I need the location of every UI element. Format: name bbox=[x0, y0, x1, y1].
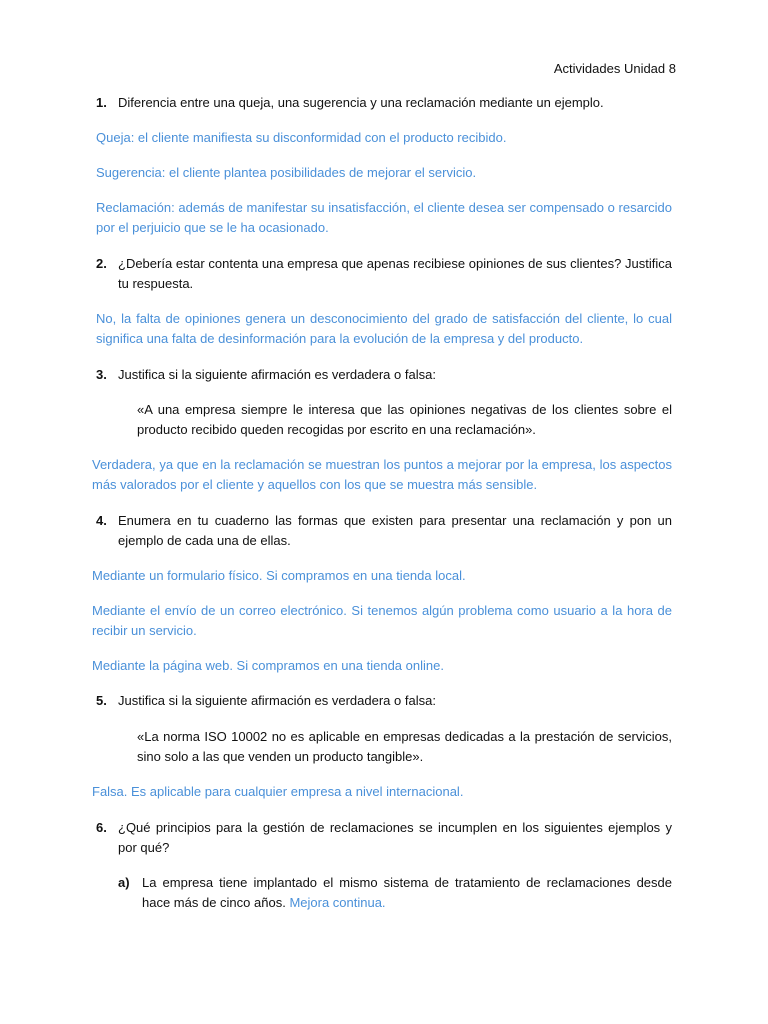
answer-5: Falsa. Es aplicable para cualquier empresa a nivel internacional. bbox=[92, 784, 464, 799]
answer-2: No, la falta de opiniones genera un desconocimiento del grado de satisfacción del cliente, lo cual significa una falta de desinformación para la evolución de la empresa y del producto. bbox=[96, 311, 672, 346]
question-text: ¿Debería estar contenta una empresa que apenas recibiese opiniones de sus clientes? Justifica tu respuesta. bbox=[118, 256, 672, 291]
question-number: 4. bbox=[96, 513, 107, 528]
answer-4-formulario: Mediante un formulario físico. Si compramos en una tienda local. bbox=[92, 568, 466, 583]
subquestion-label: a) bbox=[118, 875, 130, 890]
page-header: Actividades Unidad 8 bbox=[553, 61, 676, 76]
answer-3: Verdadera, ya que en la reclamación se muestran los puntos a mejorar por la empresa, los aspectos más valorados por el cliente y aquellos con los que se muestra más sensible. bbox=[92, 457, 672, 492]
question-4 bbox=[96, 511, 672, 551]
question-number: 3. bbox=[96, 367, 107, 382]
answer-sugerencia: Sugerencia: el cliente plantea posibilidades de mejorar el servicio. bbox=[96, 165, 477, 180]
question-text: Justifica si la siguiente afirmación es verdadera o falsa: bbox=[118, 693, 436, 708]
quote-5: «La norma ISO 10002 no es aplicable en empresas dedicadas a la prestación de servicios, sino solo a las que venden un producto tangible». bbox=[137, 729, 672, 764]
answer-6a: Mejora continua. bbox=[289, 895, 386, 910]
question-5 bbox=[96, 691, 672, 711]
question-number: 1. bbox=[96, 95, 107, 110]
question-1 bbox=[96, 93, 672, 113]
subquestion-text: La empresa tiene implantado el mismo sistema de tratamiento de reclamaciones desde hace más de cinco años. bbox=[142, 875, 672, 910]
question-2 bbox=[96, 254, 672, 294]
subquestion-body bbox=[118, 873, 672, 913]
answer-reclamacion: Reclamación: además de manifestar su insatisfacción, el cliente desea ser compensado o resarcido por el perjuicio que se le ha ocasionado. bbox=[96, 200, 672, 235]
question-text: Justifica si la siguiente afirmación es verdadera o falsa: bbox=[118, 367, 436, 382]
answer-4-web: Mediante la página web. Si compramos en una tienda online. bbox=[92, 658, 444, 673]
question-text: Diferencia entre una queja, una sugerencia y una reclamación mediante un ejemplo. bbox=[118, 95, 604, 110]
answer-queja: Queja: el cliente manifiesta su disconformidad con el producto recibido. bbox=[96, 130, 507, 145]
question-text: Enumera en tu cuaderno las formas que existen para presentar una reclamación y pon un ejemplo de cada una de ellas. bbox=[118, 513, 672, 548]
question-number: 2. bbox=[96, 256, 107, 271]
answer-4-correo: Mediante el envío de un correo electrónico. Si tenemos algún problema como usuario a la hora de recibir un servicio. bbox=[92, 603, 672, 638]
question-6 bbox=[96, 818, 672, 858]
quote-3: «A una empresa siempre le interesa que las opiniones negativas de los clientes sobre el producto recibido queden recogidas por escrito en una reclamación». bbox=[137, 402, 672, 437]
question-3 bbox=[96, 365, 672, 385]
question-number: 6. bbox=[96, 820, 107, 835]
question-6a bbox=[118, 873, 672, 913]
question-text: ¿Qué principios para la gestión de reclamaciones se incumplen en los siguientes ejemplos y por qué? bbox=[118, 820, 672, 855]
question-number: 5. bbox=[96, 693, 107, 708]
